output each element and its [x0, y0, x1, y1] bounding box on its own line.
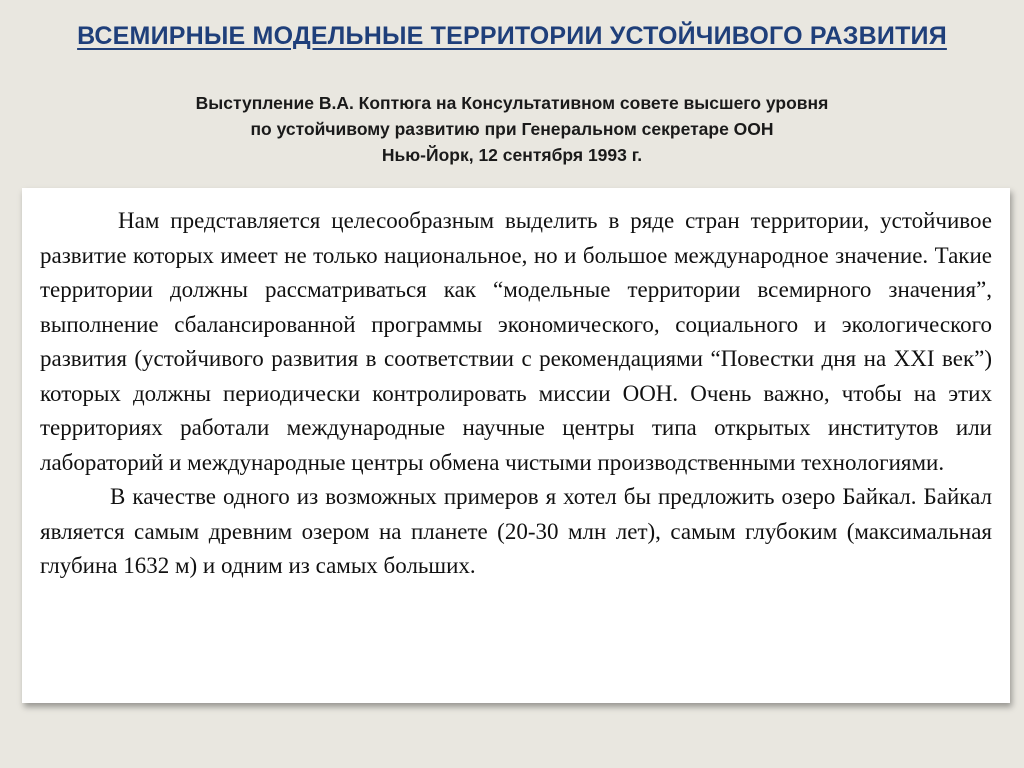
quote-paragraph-2: В качестве одного из возможных примеров я хотел бы предложить озеро Байкал. Байкал является самым древним озером на планете (20-30 млн лет), самым глубоким (максимальная глубина 1632 м) и одним из самых больших.: [40, 484, 992, 578]
quote-paragraph-1: Нам представляется целесообразным выделить в ряде стран территории, устойчивое развитие которых имеет не только национальное, но и большое международное значение. Такие территории должны рассматриваться как “модельные территории всемирного значения”, выполнение сбалансированной программы экономического, социального и экологического развития (устойчивого развития в соответствии с рекомендациями “Повестки дня на XXI век”) которых должны периодически контролировать миссии ООН. Очень важно, чтобы на этих территориях работали международные научные центры типа открытых институтов или лабораторий и международные центры обмена чистыми производственными технологиями.: [40, 208, 992, 475]
speech-subtitle: [0, 90, 1024, 168]
slide-title-text: ВСЕМИРНЫЕ МОДЕЛЬНЫЕ ТЕРРИТОРИИ УСТОЙЧИВОГО РАЗВИТИЯ: [77, 22, 947, 50]
subtitle-line-place-date: Нью-Йорк, 12 сентября 1993 г.: [381, 145, 643, 165]
slide-title: [0, 20, 1024, 52]
subtitle-line-speaker: Выступление В.А. Коптюга на Консультативном совете высшего уровня: [195, 93, 829, 113]
quote-text-box: [22, 188, 1010, 703]
subtitle-line-council: по устойчивому развитию при Генеральном секретаре ООН: [250, 119, 774, 139]
